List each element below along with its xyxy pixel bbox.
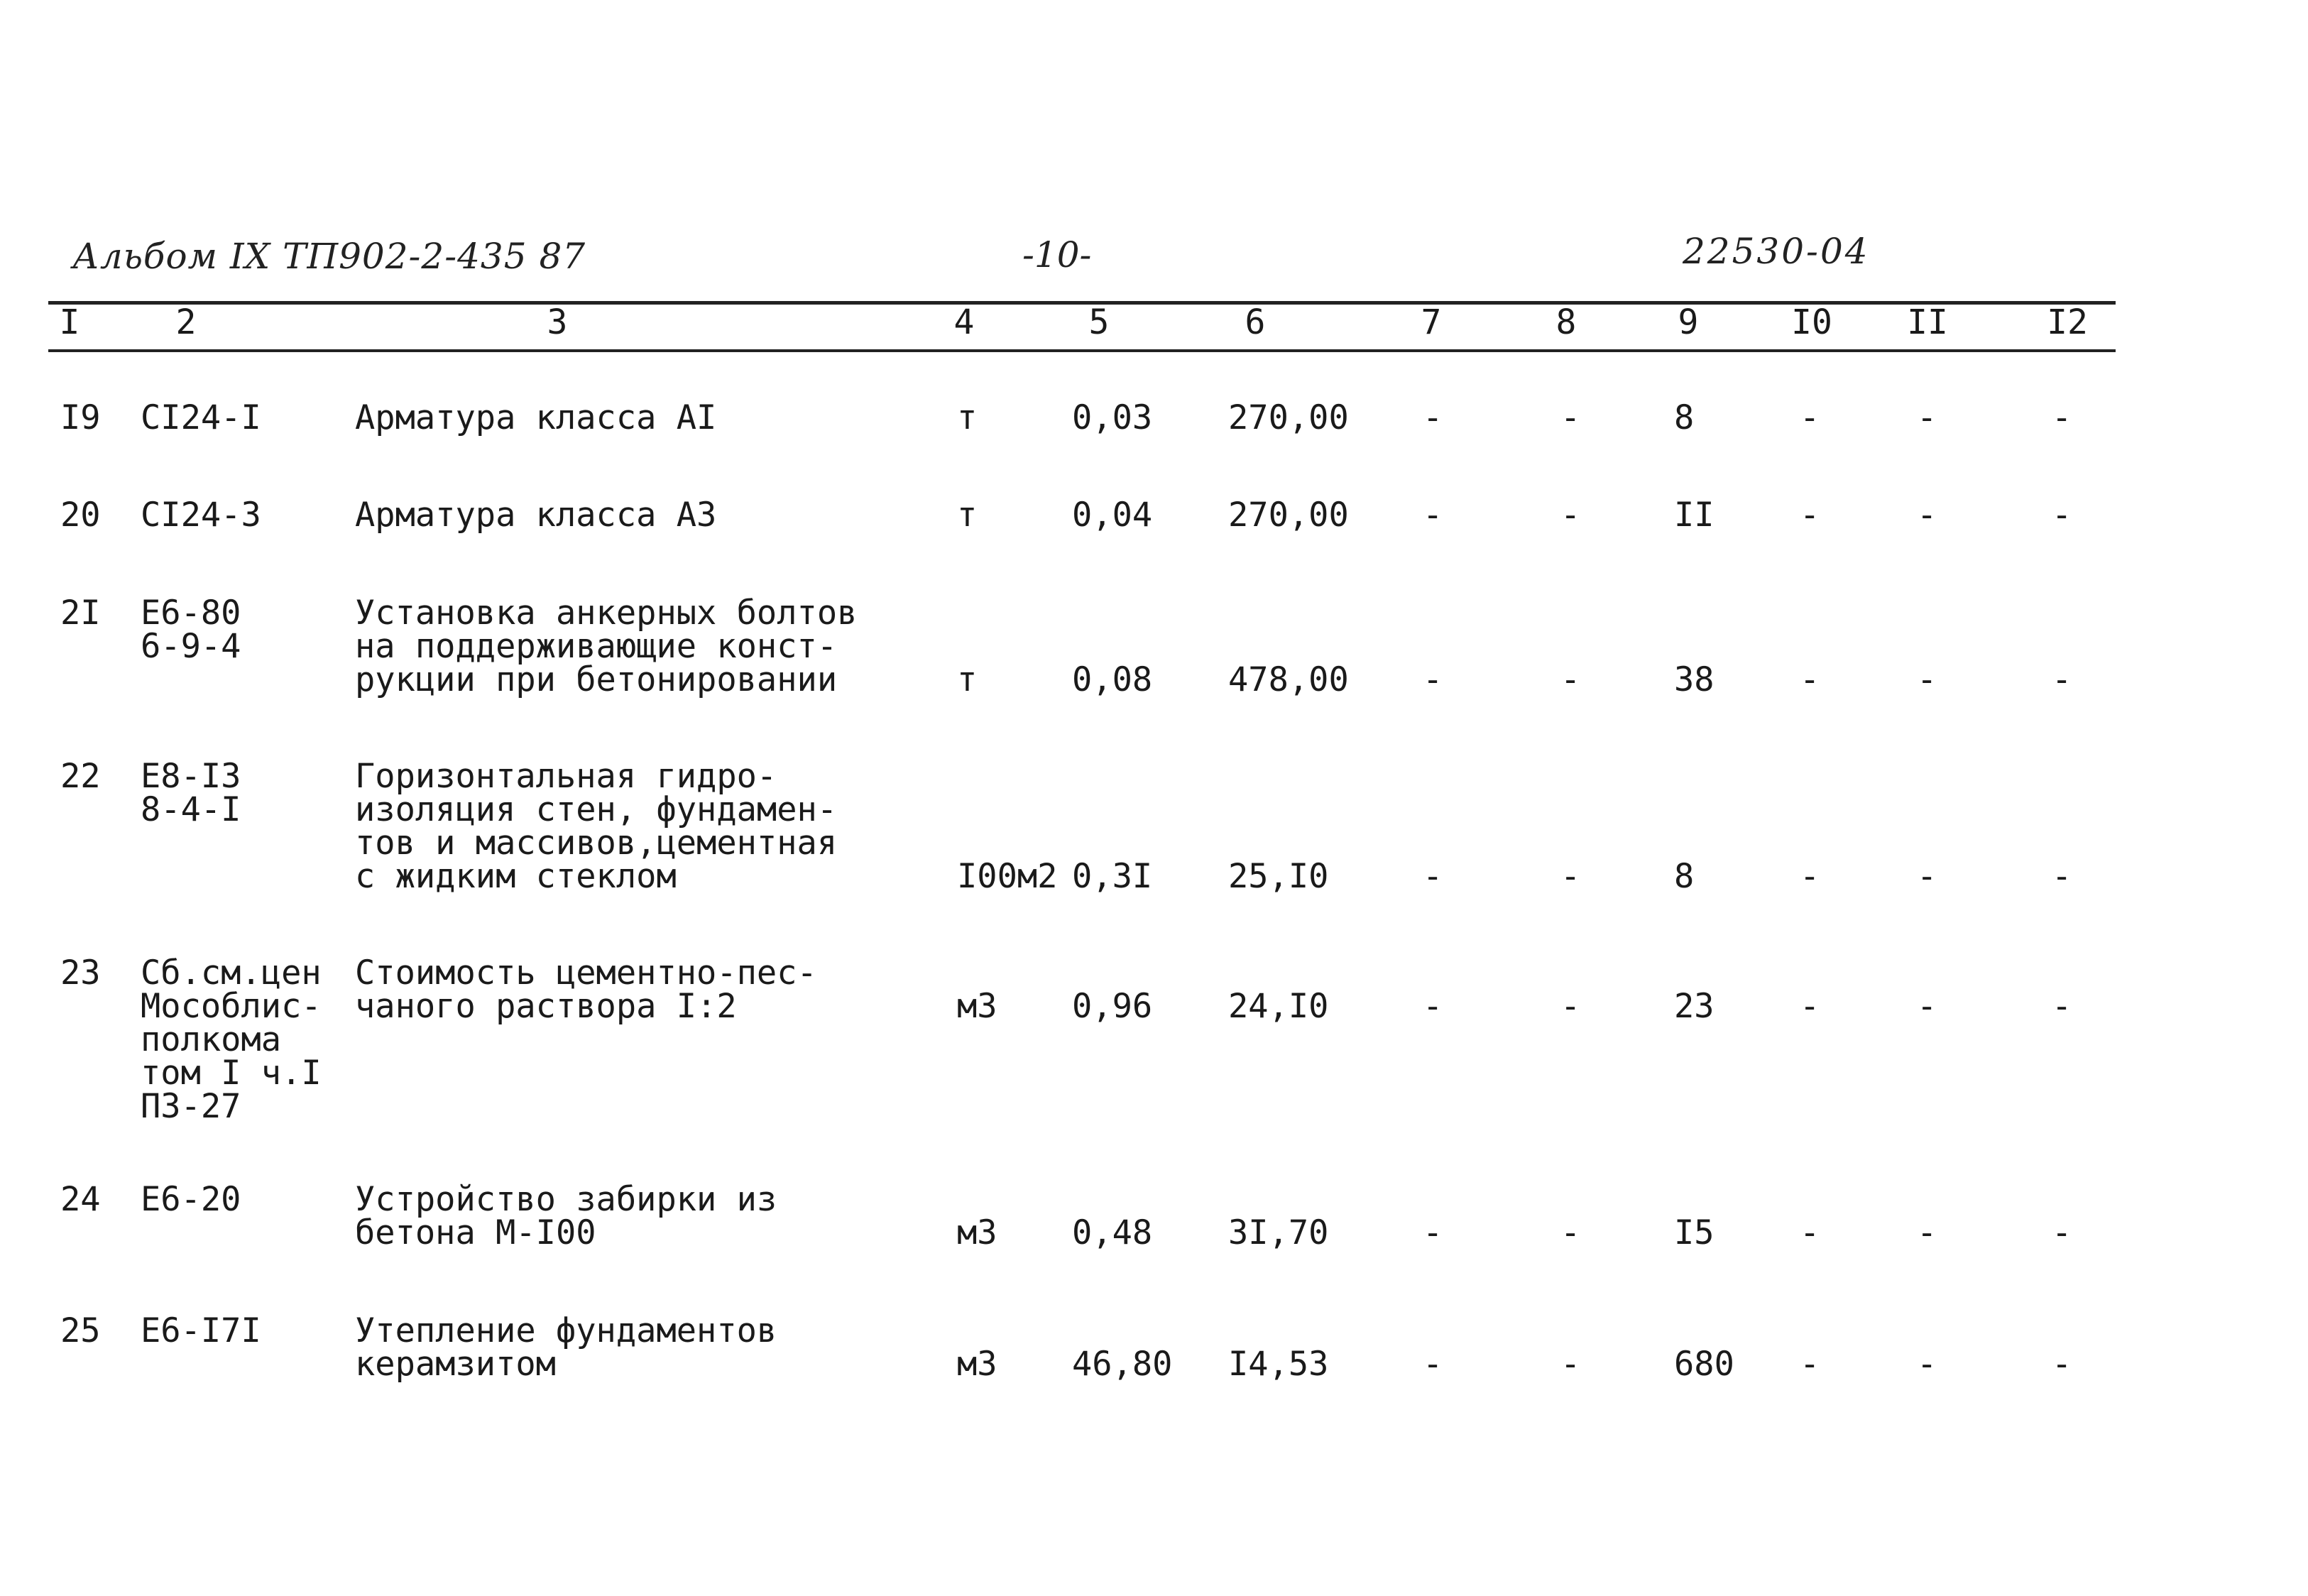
cell-col-9: 23	[1674, 987, 1714, 1026]
cell-col-5: 0,48	[1072, 1213, 1153, 1252]
cell-col-11: -	[1917, 857, 1937, 896]
work-description: Горизонтальная гидро-	[355, 757, 777, 796]
cell-col-7: -	[1423, 1213, 1443, 1252]
cell-col-6: 478,00	[1228, 660, 1349, 699]
album-reference: Альбом IX ТП902-2-435 87	[72, 236, 586, 277]
work-description: Стоимость цементно-пес-	[355, 953, 817, 993]
work-description: изоляция стен, фундамен-	[355, 790, 838, 829]
work-description: Установка анкерных болтов	[355, 594, 858, 633]
cell-col-9: 8	[1674, 398, 1695, 437]
rate-code: E6-20	[141, 1180, 241, 1219]
column-number-8: 8	[1555, 302, 1577, 342]
rate-code: E8-I3	[141, 757, 241, 796]
work-description: керамзитом	[355, 1345, 556, 1384]
document-code: 22530-04	[1683, 231, 1870, 272]
cell-col-9: II	[1674, 496, 1714, 535]
cell-col-5: 46,80	[1072, 1345, 1173, 1384]
cell-col-7: -	[1423, 1345, 1443, 1384]
rate-code: том I ч.I	[141, 1054, 322, 1093]
cell-col-7: -	[1423, 987, 1443, 1026]
work-description: рукции при бетонировании	[355, 660, 838, 699]
cell-col-5: 0,03	[1072, 398, 1153, 437]
work-description: тов и массивов,цементная	[355, 824, 838, 863]
cell-col-11: -	[1917, 987, 1937, 1026]
cell-col-11: -	[1917, 1213, 1937, 1252]
row-number: I9	[60, 398, 101, 437]
unit-of-measure: т	[957, 496, 978, 535]
unit-of-measure: м3	[957, 1345, 997, 1384]
cell-col-12: -	[2052, 857, 2072, 896]
row-number: 22	[60, 757, 101, 796]
rate-code: Сб.см.цен	[141, 953, 322, 993]
column-number-3: 3	[547, 302, 568, 342]
work-description: Устройство забирки из	[355, 1180, 777, 1219]
cell-col-10: -	[1800, 1213, 1820, 1252]
cell-col-8: -	[1560, 660, 1581, 699]
cell-col-6: 24,I0	[1228, 987, 1329, 1026]
rate-code: полкома	[141, 1020, 282, 1059]
cell-col-12: -	[2052, 398, 2072, 437]
cell-col-8: -	[1560, 496, 1581, 535]
cell-col-6: 25,I0	[1228, 857, 1329, 896]
rate-code: CI24-I	[141, 398, 261, 437]
cell-col-7: -	[1423, 660, 1443, 699]
cell-col-11: -	[1917, 1345, 1937, 1384]
column-number-6: 6	[1245, 302, 1266, 342]
row-number: 25	[60, 1311, 101, 1350]
unit-of-measure: т	[957, 660, 978, 699]
rate-code: E6-80	[141, 594, 241, 633]
header-bottom-rule	[48, 349, 2116, 352]
cell-col-12: -	[2052, 1213, 2072, 1252]
cell-col-10: -	[1800, 660, 1820, 699]
column-number-2: 2	[175, 302, 197, 342]
cell-col-12: -	[2052, 987, 2072, 1026]
cell-col-5: 0,04	[1072, 496, 1153, 535]
cell-col-11: -	[1917, 398, 1937, 437]
cell-col-9: 38	[1674, 660, 1714, 699]
work-description: Арматура класса A3	[355, 496, 717, 535]
column-number-9: 9	[1678, 302, 1699, 342]
column-number-10: I0	[1791, 302, 1832, 342]
rate-code: E6-I7I	[141, 1311, 261, 1350]
column-number-4: 4	[953, 302, 975, 342]
rate-code: 8-4-I	[141, 790, 241, 829]
rate-code: CI24-3	[141, 496, 261, 535]
cell-col-7: -	[1423, 398, 1443, 437]
cell-col-7: -	[1423, 857, 1443, 896]
cell-col-8: -	[1560, 1345, 1581, 1384]
cell-col-12: -	[2052, 1345, 2072, 1384]
cell-col-9: 680	[1674, 1345, 1734, 1384]
cell-col-6: 270,00	[1228, 496, 1349, 535]
unit-of-measure: I00м2	[957, 857, 1058, 896]
work-description: чаного раствора I:2	[355, 987, 737, 1026]
cell-col-8: -	[1560, 398, 1581, 437]
work-description: бетона М-I00	[355, 1213, 596, 1252]
row-number: 23	[60, 953, 101, 993]
column-number-11: II	[1907, 302, 1948, 342]
cell-col-10: -	[1800, 1345, 1820, 1384]
cell-col-11: -	[1917, 660, 1937, 699]
cell-col-12: -	[2052, 660, 2072, 699]
work-description: с жидким стеклом	[355, 857, 677, 896]
cell-col-5: 0,96	[1072, 987, 1153, 1026]
page-number: -10-	[1022, 234, 1092, 275]
cell-col-11: -	[1917, 496, 1937, 535]
cell-col-12: -	[2052, 496, 2072, 535]
cell-col-10: -	[1800, 987, 1820, 1026]
cell-col-8: -	[1560, 1213, 1581, 1252]
cell-col-10: -	[1800, 496, 1820, 535]
cell-col-5: 0,3I	[1072, 857, 1153, 896]
rate-code: 6-9-4	[141, 627, 241, 666]
cell-col-8: -	[1560, 857, 1581, 896]
cell-col-9: I5	[1674, 1213, 1714, 1252]
rate-code: ПЗ-27	[141, 1087, 241, 1126]
cell-col-5: 0,08	[1072, 660, 1153, 699]
work-description: Арматура класса AI	[355, 398, 717, 437]
row-number: 2I	[60, 594, 101, 633]
row-number: 24	[60, 1180, 101, 1219]
row-number: 20	[60, 496, 101, 535]
column-number-7: 7	[1421, 302, 1442, 342]
unit-of-measure: т	[957, 398, 978, 437]
cell-col-10: -	[1800, 398, 1820, 437]
column-number-5: 5	[1088, 302, 1110, 342]
cell-col-9: 8	[1674, 857, 1695, 896]
cell-col-6: I4,53	[1228, 1345, 1329, 1384]
cell-col-8: -	[1560, 987, 1581, 1026]
column-number-1: I	[59, 302, 80, 342]
work-description: на поддерживающие конст-	[355, 627, 838, 666]
unit-of-measure: м3	[957, 987, 997, 1026]
column-number-12: I2	[2047, 302, 2088, 342]
work-description: Утепление фундаментов	[355, 1311, 777, 1350]
cell-col-6: 270,00	[1228, 398, 1349, 437]
cell-col-6: 3I,70	[1228, 1213, 1329, 1252]
cell-col-10: -	[1800, 857, 1820, 896]
cell-col-7: -	[1423, 496, 1443, 535]
unit-of-measure: м3	[957, 1213, 997, 1252]
rate-code: Мособлис-	[141, 987, 322, 1026]
